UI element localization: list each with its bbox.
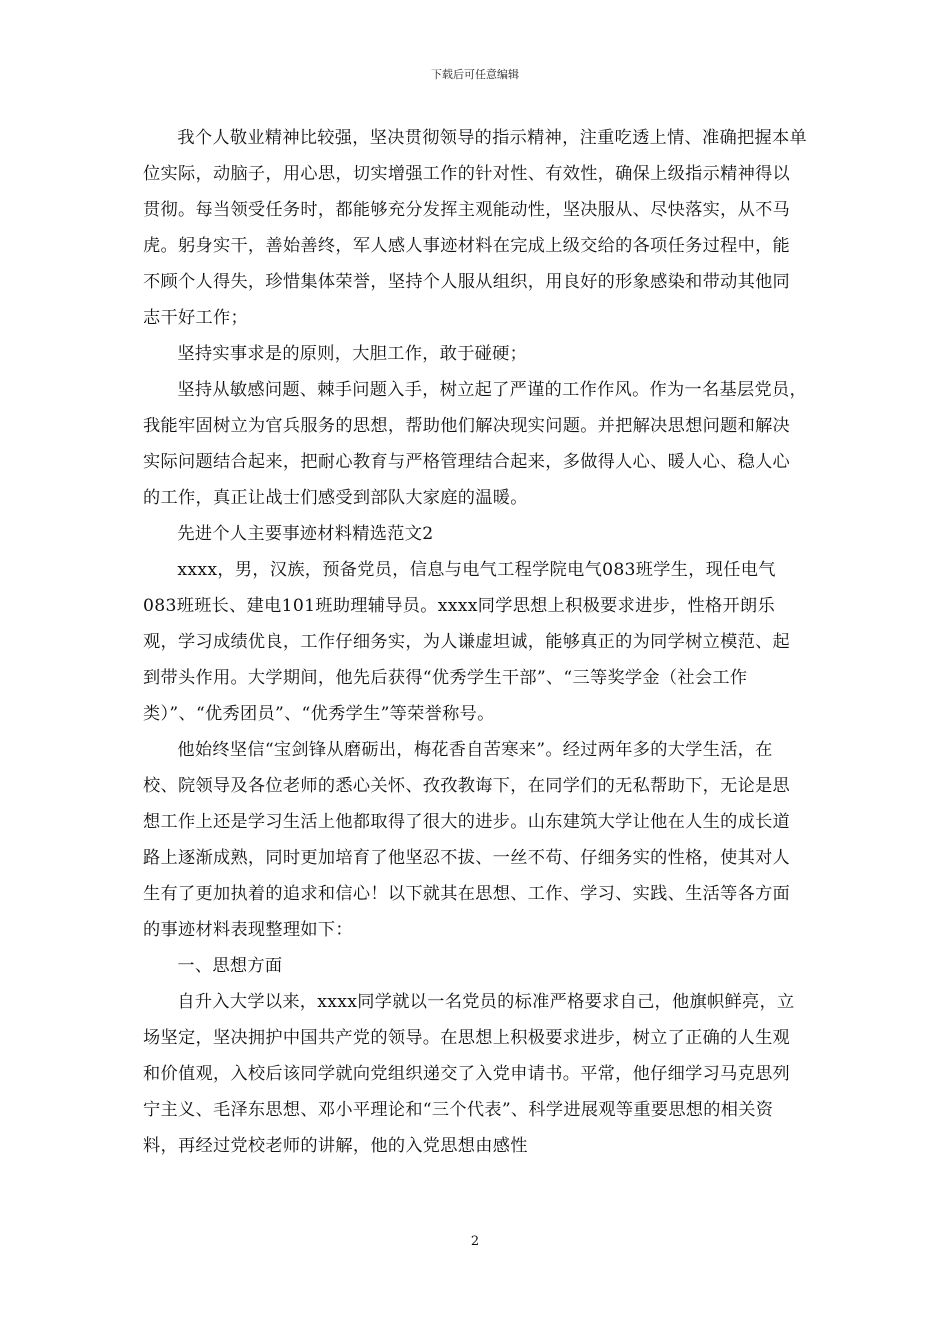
paragraph-4: xxxx，男，汉族，预备党员，信息与电气工程学院电气083班学生，现任电气083班班长、建电101班助理辅导员。xxxx同学思想上积极要求进步，性格开朗乐观，学习成绩优良，工作仔细务实，为人谦虚坦诚，能够真正的为同学树立模范、起到带头作用。大学期间，他先后获得“优秀学生干部”、“三等奖学金（社会工作类）”、“优秀团员”、“优秀学生”等荣誉称号。 (143, 560, 791, 724)
paragraph-1: 我个人敬业精神比较强，坚决贯彻领导的指示精神，注重吃透上情、准确把握本单位实际，动脑子，用心思，切实增强工作的针对性、有效性，确保上级指示精神得以贯彻。每当领受任务时，都能够充分发挥主观能动性，坚决服从、尽快落实，从不马虎。躬身实干，善始善终，军人感人事迹材料在完成上级交给的各项任务过程中，能不顾个人得失，珍惜集体荣誉，坚持个人服从组织，用良好的形象感染和带动其他同志干好工作； (143, 128, 807, 328)
document-body (143, 120, 807, 1164)
section-heading-thought: 一、思想方面 (177, 956, 283, 976)
paragraph-5: 他始终坚信“宝剑锋从磨砺出，梅花香自苦寒来”。经过两年多的大学生活，在校、院领导及各位老师的悉心关怀、孜孜教诲下，在同学们的无私帮助下，无论是思想工作上还是学习生活上他都取得了很大的进步。山东建筑大学让他在人生的成长道路上逐渐成熟，同时更加培育了他坚忍不拔、一丝不苟、仔细务实的性格，使其对人生有了更加执着的追求和信心！以下就其在思想、工作、学习、实践、生活等各方面的事迹材料表现整理如下： (143, 740, 791, 940)
section-title-sample-2: 先进个人主要事迹材料精选范文2 (177, 524, 434, 544)
paragraph-3: 坚持从敏感问题、棘手问题入手，树立起了严谨的工作作风。作为一名基层党员，我能牢固树立为官兵服务的思想，帮助他们解决现实问题。并把解决思想问题和解决实际问题结合起来，把耐心教育与严格管理结合起来，多做得人心、暖人心、稳人心的工作，真正让战士们感受到部队大家庭的温暖。 (143, 380, 807, 508)
page-header: 下载后可任意编辑 (431, 68, 519, 81)
paragraph-6: 自升入大学以来，xxxx同学就以一名党员的标准严格要求自己，他旗帜鲜亮，立场坚定，坚决拥护中国共产党的领导。在思想上积极要求进步，树立了正确的人生观和价值观，入校后该同学就向党组织递交了入党申请书。平常，他仔细学习马克思列宁主义、毛泽东思想、邓小平理论和“三个代表”、科学进展观等重要思想的相关资料，再经过党校老师的讲解，他的入党思想由感性 (143, 992, 795, 1156)
paragraph-2: 坚持实事求是的原则，大胆工作，敢于碰硬； (177, 344, 528, 364)
page-number: 2 (470, 1234, 480, 1249)
